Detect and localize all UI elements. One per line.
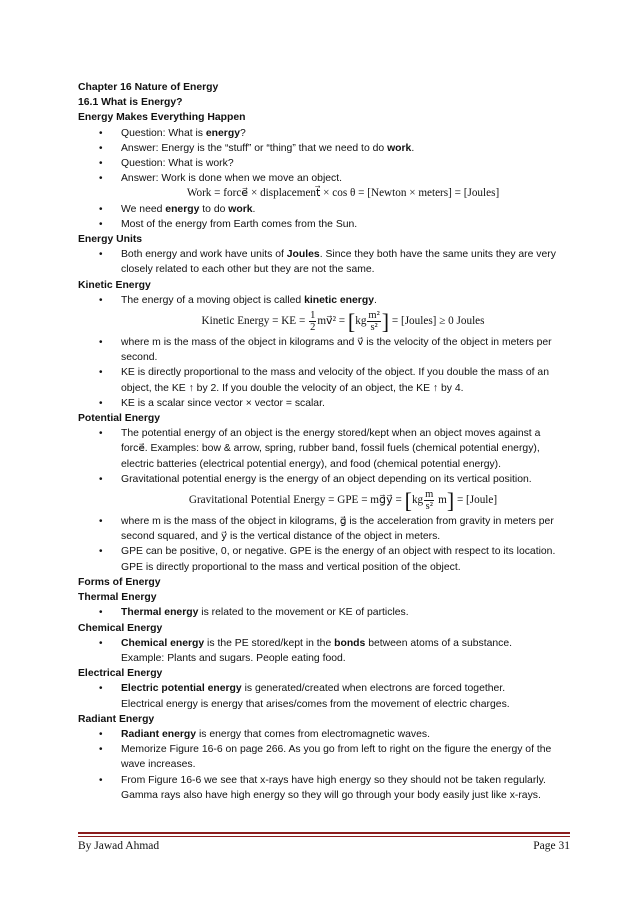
list-item: • GPE can be positive, 0, or negative. GPE is the energy of an object with respect to its location. GPE is directly proportional to the mass and vertical position of the object. [78,544,568,574]
heading-energy-makes-everything-happen: Energy Makes Everything Happen [78,112,246,124]
heading-kinetic-energy: Kinetic Energy [78,279,151,291]
chapter-title: Chapter 16 Nature of Energy [78,82,219,93]
list-item: • Answer: Energy is the “stuff” or “thing” that we need to do work. [78,141,568,156]
footer-page-number: Page 31 [533,840,570,852]
list-item: • Memorize Figure 16-6 on page 266. As you go from left to right on the figure the energy of the wave increases. [78,742,568,772]
list-electrical-energy [78,681,568,711]
list-item: • Chemical energy is the PE stored/kept in the bonds between atoms of a substance. Example: Plants and sugars. People eating food. [78,636,568,666]
list-item: • Question: What is energy? [78,126,568,141]
section-title: 16.1 What is Energy? [78,97,183,109]
list-item: • KE is directly proportional to the mass and velocity of the object. If you double the mass of an object, the KE ↑ by 2. If you double the velocity of an object, the KE ↑ by 4. [78,365,568,395]
page-content [78,80,568,803]
list-item: • Radiant energy is energy that comes from electromagnetic waves. [78,727,568,742]
equation-work: Work = force⃗ × displacement⃗ × cos θ = [Newton × meters] = [Joules] [186,187,500,200]
equation-kinetic-energy: Kinetic Energy = KE = $\frac{1}{2}$ mv⃗² = [kg $\frac{\text{m²}}{\text{s²}}$ ] = [Joules] ≥ 0 Joules [201,309,485,335]
list-energy-units [78,247,568,277]
list-item: • Both energy and work have units of Joules. Since they both have the same units they are very closely related to each other but they are not the same. [78,247,568,277]
footer-author: By Jawad Ahmad [78,840,160,852]
list-chemical-energy [78,636,568,666]
list-energy-makes-everything-happen [78,126,568,187]
footer-rule [78,832,570,834]
list-potential-energy [78,426,568,487]
list-item: • The potential energy of an object is the energy stored/kept when an object moves against a force⃗. Examples: bow & arrow, spring, rubber band, fossil fuels (chemical potential energy), electric batteries (electrical potential energy), and food (chemical potential energy). [78,426,568,472]
heading-chemical-energy: Chemical Energy [78,622,163,634]
list-energy-continued [78,202,568,232]
list-item: • The energy of a moving object is called kinetic energy. [78,293,568,308]
fraction-units: $\frac{m}{\text{s²}}$ [425,489,434,513]
footer-rule-thin [78,836,570,837]
list-item: • Answer: Work is done when we move an object. [78,171,568,186]
list-item: • Thermal energy is related to the movement or KE of particles. [78,605,568,620]
heading-energy-units: Energy Units [78,234,143,246]
list-radiant-energy [78,727,568,803]
fraction-units: $\frac{\text{m²}}{\text{s²}}$ [368,310,380,334]
equation-gpe: Gravitational Potential Energy = GPE = mg⃗y⃗ = [kg $\frac{m}{\text{s²}}$ m] = [Joule] [188,488,498,514]
list-thermal-energy [78,605,568,620]
list-item: • Electric potential energy is generated/created when electrons are forced together. Electrical energy is energy that arises/comes from the movement of electric charges. [78,681,568,711]
heading-radiant-energy: Radiant Energy [78,713,155,725]
heading-thermal-energy: Thermal Energy [78,592,157,604]
list-item: • Gravitational potential energy is the energy of an object depending on its vertical position. [78,472,568,487]
heading-electrical-energy: Electrical Energy [78,668,163,680]
list-item: • Question: What is work? [78,156,568,171]
list-item: • From Figure 16-6 we see that x-rays have high energy so they should not be taken regularly. Gamma rays also have high energy so they will go through your body easily just like x-rays. [78,773,568,803]
list-kinetic-energy [78,293,568,308]
list-item: • We need energy to do work. [78,202,568,217]
list-item: • where m is the mass of the object in kilograms and v⃗ is the velocity of the object in meters per second. [78,335,568,365]
heading-forms-of-energy: Forms of Energy [78,576,161,588]
list-potential-energy-continued [78,514,568,575]
list-item: • KE is a scalar since vector × vector = scalar. [78,396,568,411]
heading-potential-energy: Potential Energy [78,413,160,425]
list-kinetic-energy-continued [78,335,568,411]
list-item: • Most of the energy from Earth comes from the Sun. [78,217,568,232]
list-item: • where m is the mass of the object in kilograms, g⃗ is the acceleration from gravity in meters per second squared, and y⃗ is the vertical distance of the object in meters. [78,514,568,544]
fraction-one-half: $\frac{1}{2}$ [310,310,316,334]
